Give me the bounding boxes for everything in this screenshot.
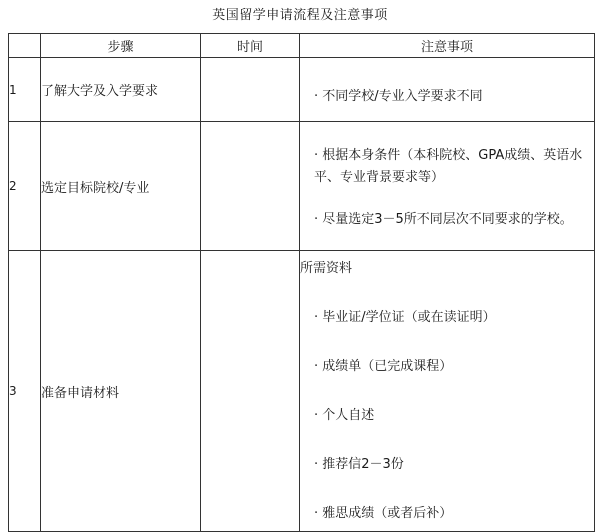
step-cell: 选定目标院校/专业	[41, 122, 201, 251]
row-number: 2	[9, 122, 41, 251]
note-item: · 毕业证/学位证（或在读证明）	[314, 309, 496, 325]
notes-cell	[300, 122, 595, 251]
row-number: 3	[9, 251, 41, 532]
time-cell	[201, 251, 300, 532]
header-step: 步骤	[41, 34, 201, 58]
table-row	[9, 251, 595, 532]
header-number	[9, 34, 41, 58]
notes-cell	[300, 58, 595, 122]
time-cell	[201, 122, 300, 251]
step-cell: 了解大学及入学要求	[41, 58, 201, 122]
step-cell: 准备申请材料	[41, 251, 201, 532]
table-row	[9, 58, 595, 122]
table-header-row	[9, 34, 595, 58]
header-time: 时间	[201, 34, 300, 58]
notes-heading: 所需资料	[300, 260, 353, 276]
note-item: · 尽量选定3－5所不同层次不同要求的学校。	[314, 212, 573, 227]
row-number: 1	[9, 58, 41, 122]
time-cell	[201, 58, 300, 122]
note-item: · 不同学校/专业入学要求不同	[314, 89, 483, 104]
note-item: · 成绩单（已完成课程）	[314, 358, 453, 374]
header-notes: 注意事项	[300, 34, 595, 58]
note-item: · 个人自述	[314, 407, 375, 423]
document-title: 英国留学申请流程及注意事项	[212, 8, 388, 23]
application-process-table	[8, 33, 595, 532]
note-item: · 根据本身条件（本科院校、GPA成绩、英语水平、专业背景要求等）	[314, 148, 583, 185]
note-item: · 雅思成绩（或者后补）	[314, 505, 453, 521]
note-item: · 推荐信2－3份	[314, 456, 404, 472]
table-row	[9, 122, 595, 251]
notes-cell	[300, 251, 595, 532]
